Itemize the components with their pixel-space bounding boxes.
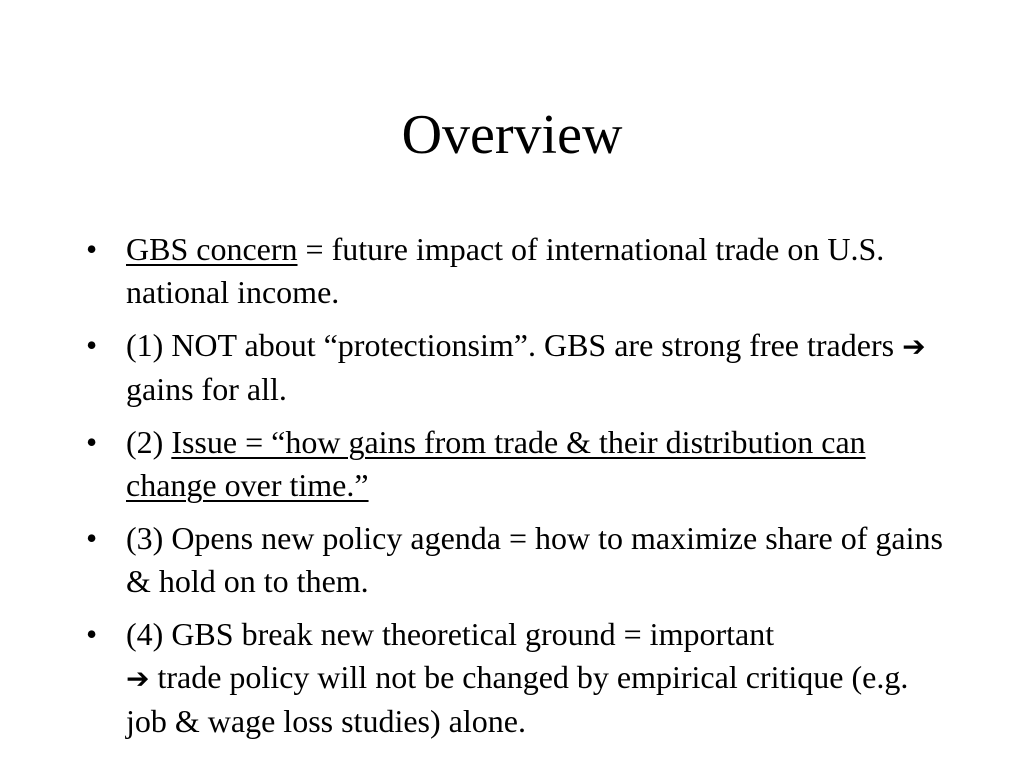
slide-title: Overview [401,104,623,166]
arrow-right-icon: ➔ [902,330,926,363]
bullet-2-prefix: (1) NOT about “protectionsim”. GBS are strong free traders [126,327,903,363]
bullet-4-text: (3) Opens new policy agenda = how to maximize share of gains & hold on to them. [126,520,943,599]
bullet-item-5 [86,613,946,743]
bullet-marker: • [86,424,98,460]
bullet-list [86,228,946,753]
bullet-marker: • [86,520,98,556]
bullet-item-1 [86,228,946,314]
bullet-marker: • [86,231,98,267]
bullet-1-text: = future impact of international trade on U.S. national income. [126,231,885,310]
arrow-right-icon: ➔ [126,662,150,695]
bullet-5-prefix: (4) GBS break new theoretical ground = important [126,616,775,652]
bullet-2-suffix: gains for all. [126,371,287,407]
bullet-marker: • [86,327,98,363]
bullet-3-underlined: Issue = “how gains from trade & their distribution can change over time.” [126,424,866,503]
bullet-marker: • [86,616,98,652]
bullet-3-prefix: (2) [126,424,172,460]
bullet-5-suffix: trade policy will not be changed by empirical critique (e.g. job & wage loss studies) alone. [126,659,909,739]
bullet-item-4 [86,517,946,603]
bullet-item-2 [86,324,946,411]
bullet-item-3 [86,421,946,507]
bullet-1-underlined: GBS concern [126,231,298,267]
